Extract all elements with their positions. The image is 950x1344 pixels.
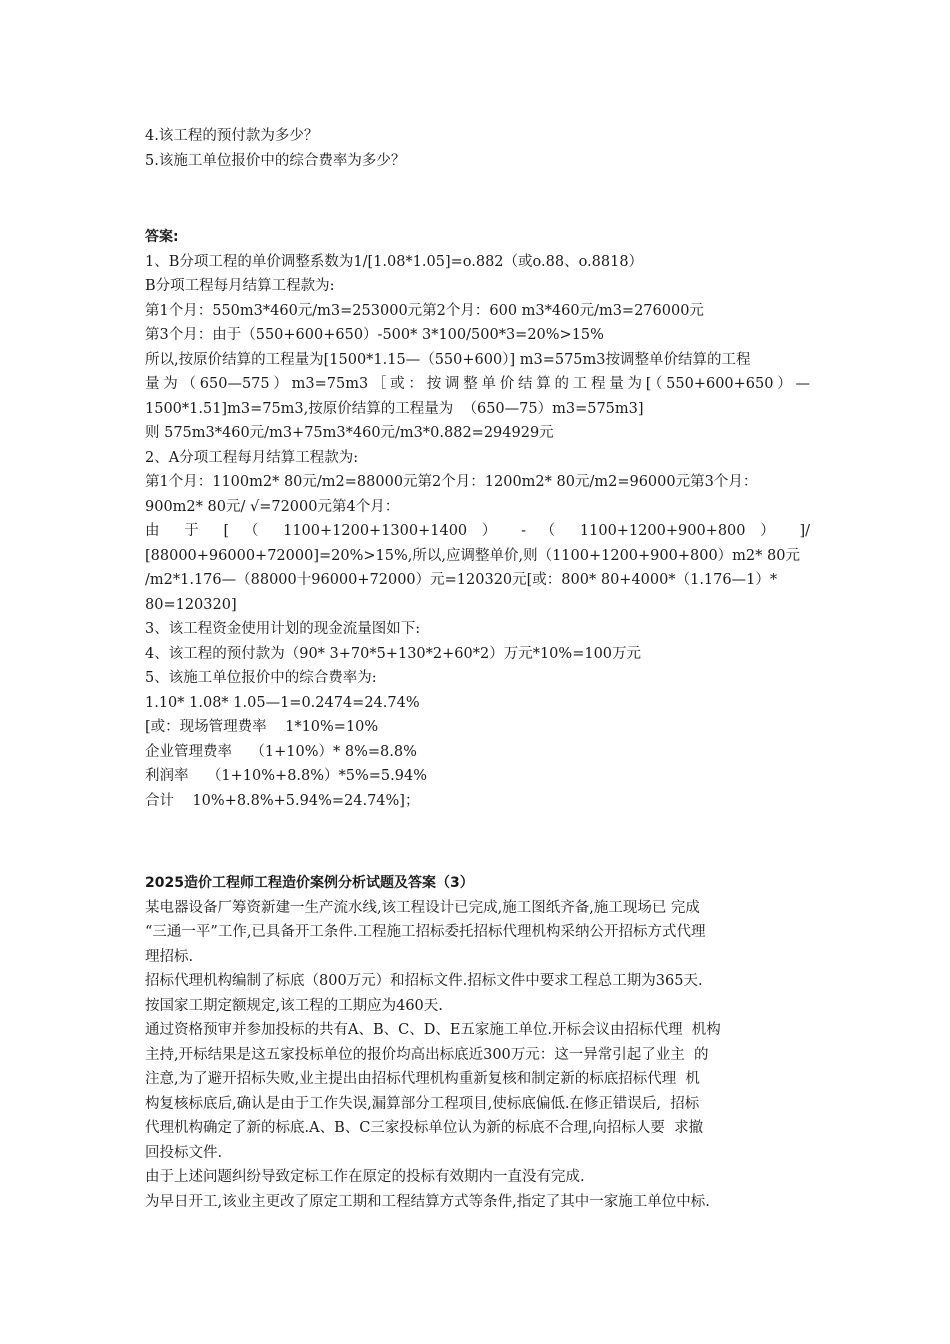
section-line: 回投标文件. [145,1144,223,1161]
answer-line: 1500*1.51]m3=75m3,按原价结算的工程量为 （650—75）m3=575m3] [145,400,644,417]
section-line: 构复核标底后,确认是由于工作失误,漏算部分工程项目,使标底偏低.在修正错误后, 招标 [145,1095,700,1112]
answer-line: 合计 10%+8.8%+5.94%=24.74%]； [145,792,420,809]
answer-line: 1.10* 1.08* 1.05—1=0.2474=24.74% [145,694,420,711]
answer-line: 第3个月：由于（550+600+650）-500* 3*100/500*3=20%>15% [145,327,604,343]
answer-heading: 答案: [145,229,179,245]
answer-line: 4、该工程的预付款为（90* 3+70*5+130*2+60*2）万元*10%=100万元 [145,645,642,662]
question-4: 4.该工程的预付款为多少？ [145,128,319,144]
answer-section [145,225,810,813]
question-5: 5.该施工单位报价中的综合费率为多少？ [145,152,406,169]
answer-line: 第1个月：1100m2* 80元/m2=88000元第2个月：1200m2* 80元/m2=96000元第3个月： [145,474,758,490]
section-title: 2025造价工程师工程造价案例分析试题及答案（3） [145,875,474,891]
answer-line: 企业管理费率 （1+10%）* 8%=8.8% [145,743,417,760]
section-line: 理招标. [145,948,194,965]
section-line: 招标代理机构编制了标底（800万元）和招标文件.招标文件中要求工程总工期为365天. [145,973,703,989]
answer-line: 5、该施工单位报价中的综合费率为: [145,670,377,686]
question-list [145,124,810,173]
answer-line: [或：现场管理费率 1*10%=10% [145,719,379,735]
answer-line: 第1个月：550m3*460元/m3=253000元第2个月：600 m3*460元/m3=276000元 [145,302,704,319]
section-line: 注意,为了避开招标失败,业主提出由招标代理机构重新复核和制定新的标底招标代理 机 [145,1071,700,1087]
section-line: 由于上述问题纠纷导致定标工作在原定的投标有效期内一直没有完成. [145,1169,585,1185]
answer-line: 80=120320] [145,596,237,613]
answer-line: 则 575m3*460元/m3+75m3*460元/m3*0.882=294929元 [145,425,554,441]
section-line: 按国家工期定额规定,该工程的工期应为460天. [145,997,443,1014]
answer-line: /m2*1.176—（88000十96000+72000）元=120320元[或：800* 80+4000*（1.176—1）* [145,572,778,588]
answer-line: [88000+96000+72000]=20%>15%,所以,应调整单价,则（1100+1200+900+800）m2* 80元 [145,547,800,564]
section-line: 代理机构确定了新的标底.A、B、C三家投标单位认为新的标底不合理,向招标人要 求撤 [145,1120,704,1136]
answer-line: 1、B分项工程的单价调整系数为1/[1.08*1.05]=o.882（或o.88、o.8818） [145,253,644,270]
answer-line: 利润率 （1+10%+8.8%）*5%=5.94% [145,768,427,784]
answer-line: 900m2* 80元/ √=72000元第4个月： [145,498,400,515]
answer-line: B分项工程每月结算工程款为: [145,278,335,294]
answer-line: 3、该工程资金使用计划的现金流量图如下: [145,621,421,637]
case-section [145,871,810,1214]
section-line: 通过资格预审并参加投标的共有A、B、C、D、E五家施工单位.开标会议由招标代理 机构 [145,1022,721,1038]
answer-line: 2、A分项工程每月结算工程款为: [145,449,359,466]
section-line: 为早日开工,该业主更改了原定工期和工程结算方式等条件,指定了其中一家施工单位中标. [145,1193,710,1210]
answer-line: 量为（650—575）m3=75m3［或：按调整单价结算的工程量为[（550+600+650）— [145,376,810,392]
section-line: 某电器设备厂筹资新建一生产流水线,该工程设计已完成,施工图纸齐备,施工现场已 完成 [145,899,700,916]
answer-line: 所以,按原价结算的工程量为[1500*1.15—（550+600）] m3=575m3按调整单价结算的工程 [145,351,751,368]
section-line: 主持,开标结果是这五家投标单位的报价均高出标底近300万元：这一异常引起了业主 的 [145,1046,709,1063]
answer-line: 由 于 [ （ 1100+1200+1300+1400 ） - （ 1100+1200+900+800 ） ]/ [145,523,810,539]
section-line: “三通一平”工作,已具备开工条件.工程施工招标委托招标代理机构采纳公开招标方式代理 [145,924,706,940]
